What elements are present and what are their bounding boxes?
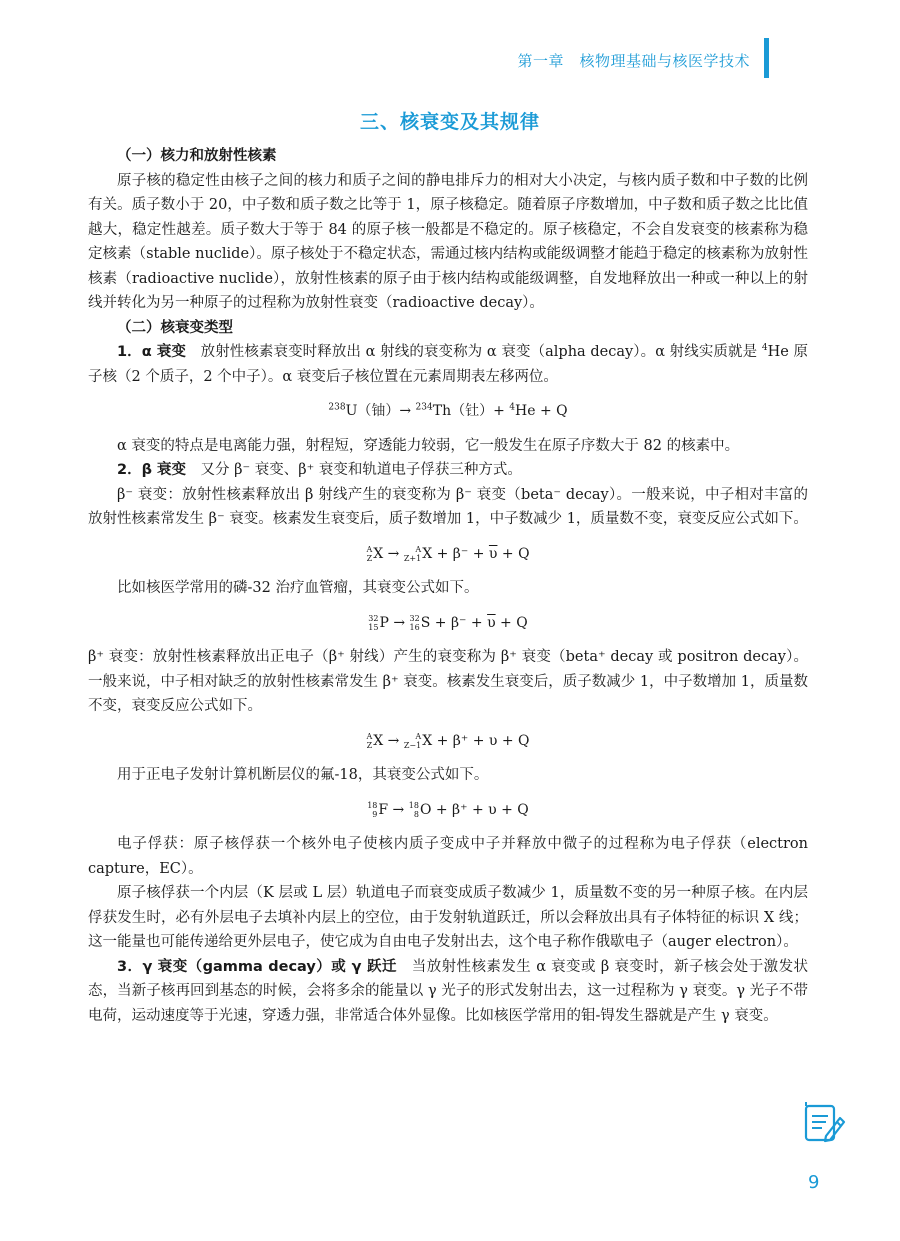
gamma-text: 当放射性核素发生 α 衰变或 β 衰变时，新子核会处于激发状态，当新子核再回到基态的时候，会将多余的能量以 γ 光子的形式发射出去，这一过程称为 γ 衰变。γ 光子不带电荷，运动速度等于光速，穿透力强，非常适合体外显像。比如核医学常用的钼-锝发生器就是产生 γ 衰变。 [88,958,808,1024]
paragraph-beta-intro [88,458,808,483]
formula-term: U（铀）→ [345,403,416,419]
subsection-heading-1: （一）核力和放射性核素 [117,148,277,164]
formula-term: X → [373,545,404,562]
paragraph-auger: 原子核俘获一个内层（K 层或 L 层）轨道电子而衰变成质子数减少 1，质量数不变的另一种原子核。在内层俘获发生时，必有外层电子去填补内层上的空位，由于发射轨道跃迁，所以会释放出具有子体特征的标识 X 线；这一能量也可能传递给更外层电子，使它成为自由电子发射出去，这个电子称作俄歇电子（auger electron）。 [88,885,808,950]
he-mass: 4 [761,343,768,354]
formula-term: X + β⁻ + [422,545,489,562]
gamma-label: 3．γ 衰变（gamma decay）或 γ 跃迁 [117,958,397,975]
nuclide-notation: 18 9 [367,800,378,819]
antineutrino-symbol: $\overline{\upsilon}$ [488,545,498,562]
beta-intro-text: 又分 β⁻ 衰变、β⁺ 衰变和轨道电子俘获三种方式。 [200,462,522,478]
header-accent-bar [764,38,769,78]
paragraph-electron-capture: 电子俘获：原子核俘获一个核外电子使核内质子变成中子并释放中微子的过程称为电子俘获（electron capture，EC）。 [88,836,808,877]
nuclide-notation: 18 8 [408,800,419,819]
nuclide-notation: A Z−1 [403,731,422,750]
nuclide-notation: 32 16 [409,613,420,632]
alpha-text-1: 放射性核素衰变时释放出 α 射线的衰变称为 α 衰变（alpha decay）。α 射线实质就是 [200,344,762,360]
paragraph-nuclear-force: 原子核的稳定性由核子之间的核力和质子之间的静电排斥力的相对大小决定，与核内质子数和中子数的比例有关。质子数小于 20，中子数和质子数之比等于 1，原子核稳定。随着原子序数增加，中子数和质子数之比比值越大，稳定性越差。质子数大于等于 84 的原子核一般都是不稳定的。原子核稳定，不会自发衰变的核素称为稳定核素（stable nuclide）。原子核处于不稳定状态，需通过核内结构或能级调整才能趋于稳定的核素称为放射性核素（radioactive nuclide），放射性核素的原子由于核内结构或能级调整，自发地释放出一种或一种以上的射线并转化为另一种原子的过程称为放射性衰变（radioactive decay）。 [88,172,808,311]
formula-term: F → [378,801,409,818]
paragraph-p32: 比如核医学常用的磷-32 治疗血管瘤，其衰变公式如下。 [117,580,479,596]
alpha-text-2: He 原子核（2 个质子，2 个中子）。α 衰变后子核位置在元素周期表左移两位。 [88,344,809,385]
paragraph-beta-plus: β⁺ 衰变：放射性核素释放出正电子（β⁺ 射线）产生的衰变称为 β⁺ 衰变（beta⁺ decay 或 positron decay）。一般来说，中子相对缺乏的放射性核素常发生 β⁺ 衰变。核素发生衰变后，质子数减少 1，中子数增加 1，质量数不变，衰变反应公式如下。 [88,649,808,714]
paragraph-alpha-features: α 衰变的特点是电离能力强，射程短，穿透能力较弱，它一般发生在原子序数大于 82 的核素中。 [117,437,740,454]
notebook-pencil-icon [802,1098,848,1144]
f18-formula [88,798,808,823]
formula-term: P → [379,614,410,631]
formula-mass: 4 [509,402,516,413]
subsection-heading-2: （二）核衰变类型 [117,319,233,336]
alpha-formula [88,399,808,424]
beta-label: 2．β 衰变 [117,462,187,478]
formula-mass: 238 [328,402,346,413]
formula-term: He + Q [515,403,568,419]
formula-term: + Q [497,545,530,562]
section-title: 三、核衰变及其规律 [359,111,540,133]
nuclide-notation: A Z+1 [403,544,422,563]
page-body [88,144,808,1028]
paragraph-gamma [88,955,808,1029]
formula-term: O + β⁺ + υ + Q [419,801,529,818]
alpha-label: 1．α 衰变 [117,344,187,360]
formula-term: + Q [495,614,528,631]
page-number: 9 [808,1172,820,1193]
formula-mass: 234 [415,402,433,413]
formula-term: S + β⁻ + [420,614,488,631]
formula-term: Th（钍）+ [432,403,510,419]
formula-term: X + β⁺ + υ + Q [422,732,530,749]
nuclide-notation: A Z [366,544,373,563]
antineutrino-symbol: $\overline{\upsilon}$ [487,614,496,631]
paragraph-alpha-decay [88,340,808,389]
beta-minus-formula [88,542,808,567]
nuclide-notation: 32 15 [368,613,379,632]
formula-term: X → [373,732,404,749]
beta-plus-formula [88,729,808,754]
paragraph-f18: 用于正电子发射计算机断层仪的氟-18，其衰变公式如下。 [117,767,489,783]
paragraph-beta-minus: β⁻ 衰变：放射性核素释放出 β 射线产生的衰变称为 β⁻ 衰变（beta⁻ decay）。一般来说，中子相对丰富的放射性核素常发生 β⁻ 衰变。核素发生衰变后，质子数增加 1，中子数减少 1，质量数不变，衰变反应公式如下。 [88,486,808,527]
nuclide-notation: A Z [366,731,373,750]
p32-formula [88,611,808,636]
chapter-header: 第一章 核物理基础与核医学技术 [517,52,750,70]
